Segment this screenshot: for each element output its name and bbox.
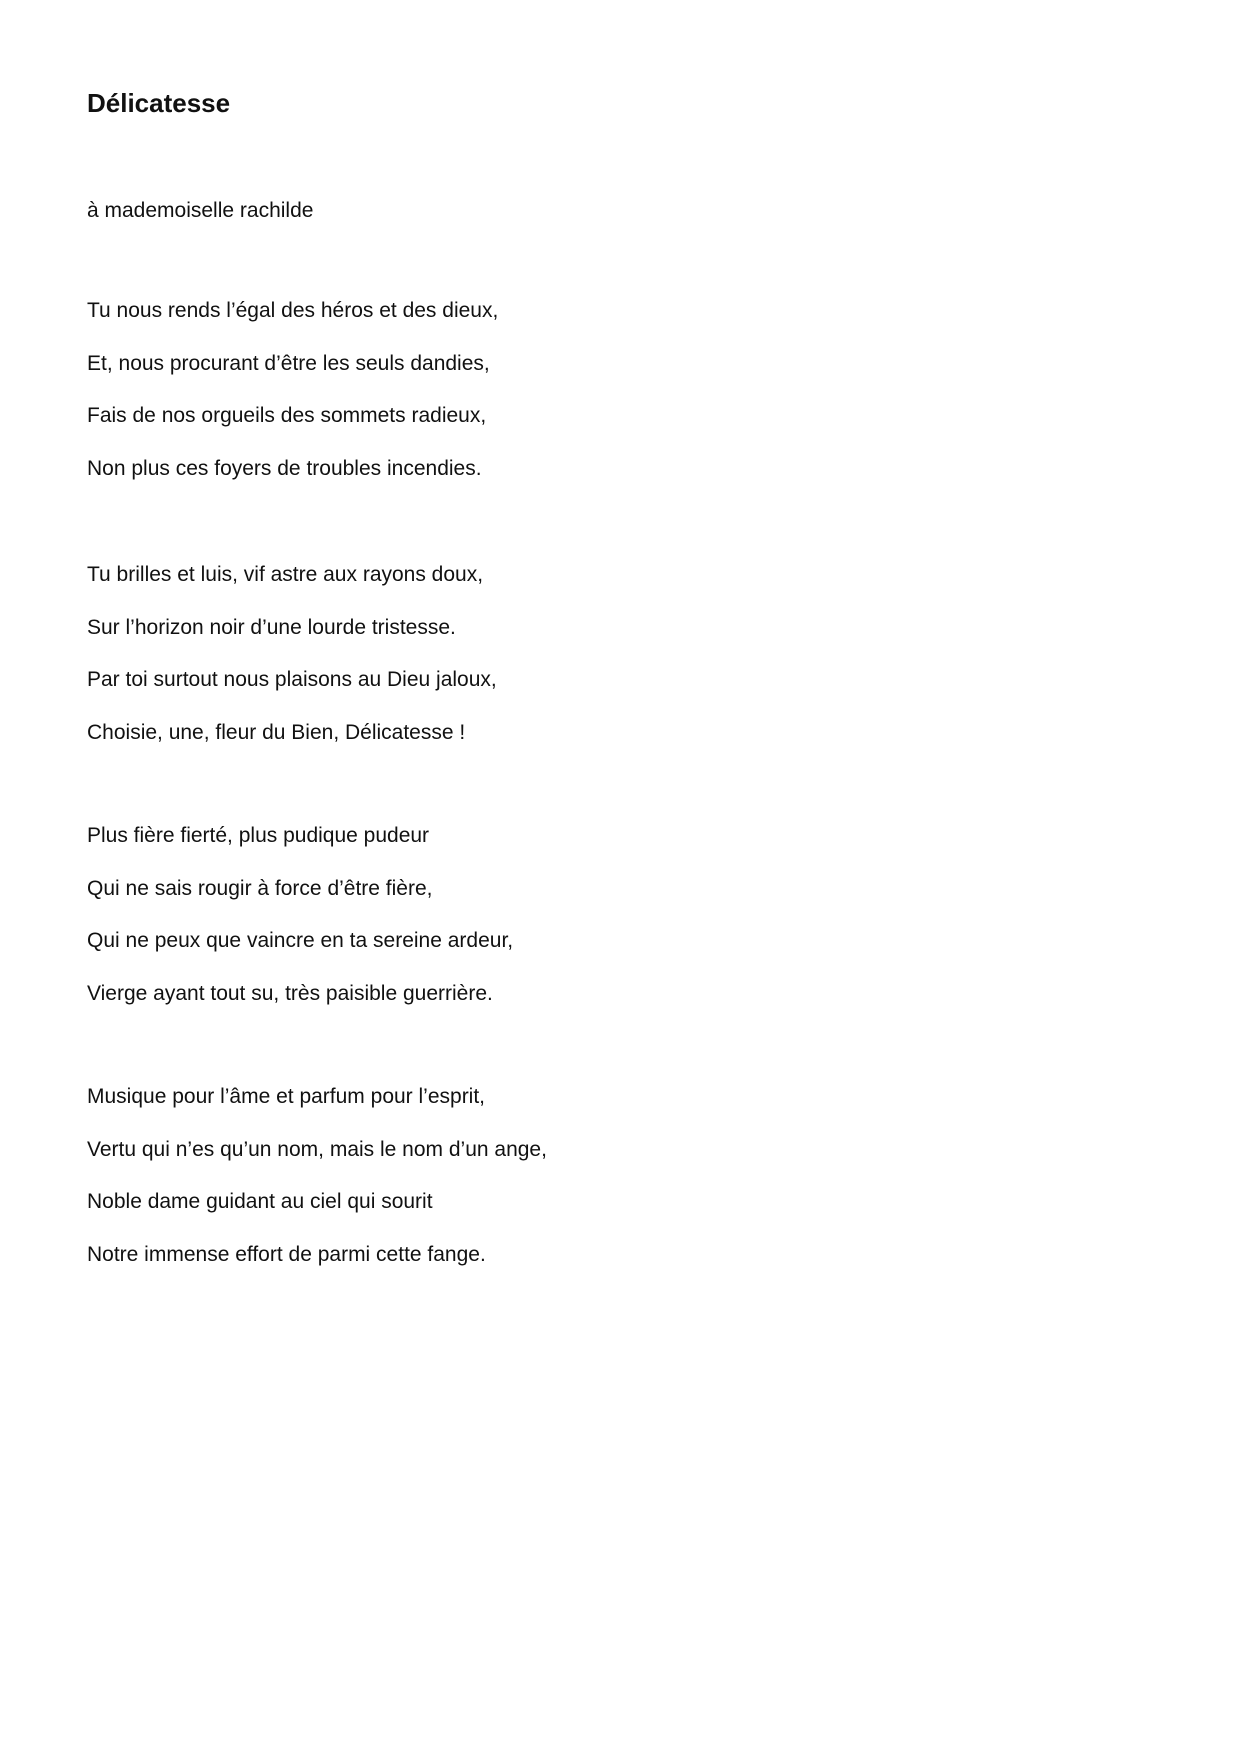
- verse-line: Choisie, une, fleur du Bien, Délicatesse !: [87, 720, 466, 744]
- verse-line: Tu brilles et luis, vif astre aux rayons doux,: [87, 563, 484, 586]
- verse-line: Fais de nos orgueils des sommets radieux,: [87, 404, 487, 427]
- verse-line: Vertu qui n’es qu’un nom, mais le nom d’un ange,: [87, 1137, 547, 1161]
- verse-line: Par toi surtout nous plaisons au Dieu jaloux,: [87, 668, 497, 691]
- stanza-2: [87, 562, 497, 772]
- poem-title: Délicatesse: [87, 88, 231, 118]
- verse-line: Plus fière fierté, plus pudique pudeur: [87, 824, 430, 847]
- verse-line: Et, nous procurant d’être les seuls dandies,: [87, 351, 490, 375]
- verse-line: Vierge ayant tout su, très paisible guerrière.: [87, 981, 493, 1005]
- verse-line: Noble dame guidant au ciel qui sourit: [87, 1190, 433, 1213]
- verse-line: Musique pour l’âme et parfum pour l’esprit,: [87, 1085, 486, 1108]
- poem-dedication: à mademoiselle rachilde: [87, 199, 314, 222]
- stanza-1: [87, 298, 498, 508]
- verse-line: Notre immense effort de parmi cette fange.: [87, 1242, 486, 1266]
- stanza-4: [87, 1084, 547, 1294]
- stanza-3: [87, 823, 513, 1033]
- verse-line: Qui ne peux que vaincre en ta sereine ardeur,: [87, 929, 514, 952]
- verse-line: Sur l’horizon noir d’une lourde tristesse.: [87, 615, 456, 639]
- verse-line: Qui ne sais rougir à force d’être fière,: [87, 876, 433, 900]
- verse-line: Tu nous rends l’égal des héros et des dieux,: [87, 299, 499, 322]
- verse-line: Non plus ces foyers de troubles incendies.: [87, 456, 482, 480]
